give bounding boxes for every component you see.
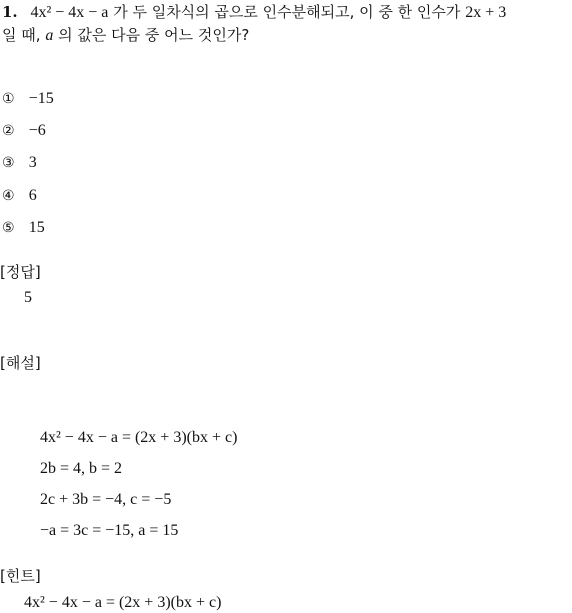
question-text-2b: 의 값은 다음 중 어느 것인가? bbox=[58, 26, 250, 44]
answer-label: [정답] bbox=[0, 263, 41, 281]
explanation-label: [해설] bbox=[0, 354, 41, 372]
choice-4[interactable] bbox=[2, 185, 37, 206]
question-text-1: 가 두 일차식의 곱으로 인수분해되고, 이 중 한 인수가 bbox=[113, 3, 461, 21]
choice-3[interactable] bbox=[2, 152, 37, 173]
question-line-2 bbox=[2, 25, 249, 46]
choice-1[interactable] bbox=[2, 88, 54, 109]
question-text-2a: 일 때, bbox=[2, 26, 41, 44]
choice-marker: ⑤ bbox=[2, 220, 15, 236]
question-number: 1. bbox=[2, 3, 18, 21]
choice-value: 15 bbox=[28, 219, 45, 236]
hint-line: 4x² − 4x − a = (2x + 3)(bx + c) bbox=[24, 594, 222, 611]
choice-5[interactable] bbox=[2, 217, 45, 238]
explanation-line-1: 4x² − 4x − a = (2x + 3)(bx + c) bbox=[40, 429, 238, 446]
choice-value: 6 bbox=[28, 187, 37, 204]
explanation-line-4: −a = 3c = −15, a = 15 bbox=[40, 522, 179, 539]
choice-marker: ④ bbox=[2, 188, 15, 204]
answer-value: 5 bbox=[24, 289, 32, 306]
question-factor: 2x + 3 bbox=[465, 4, 507, 21]
choice-value: −6 bbox=[28, 122, 46, 139]
question-variable-a: a bbox=[45, 27, 54, 44]
hint-label: [힌트] bbox=[0, 567, 41, 585]
question-expression: 4x² − 4x − a bbox=[30, 4, 109, 21]
explanation-line-3: 2c + 3b = −4, c = −5 bbox=[40, 491, 172, 508]
explanation-line-2: 2b = 4, b = 2 bbox=[40, 460, 123, 477]
choice-value: −15 bbox=[28, 90, 54, 107]
choice-marker: ③ bbox=[2, 155, 15, 171]
choice-marker: ② bbox=[2, 123, 15, 139]
question-line-1 bbox=[2, 2, 506, 23]
choice-2[interactable] bbox=[2, 120, 46, 141]
choice-marker: ① bbox=[2, 91, 15, 107]
choice-value: 3 bbox=[28, 154, 37, 171]
